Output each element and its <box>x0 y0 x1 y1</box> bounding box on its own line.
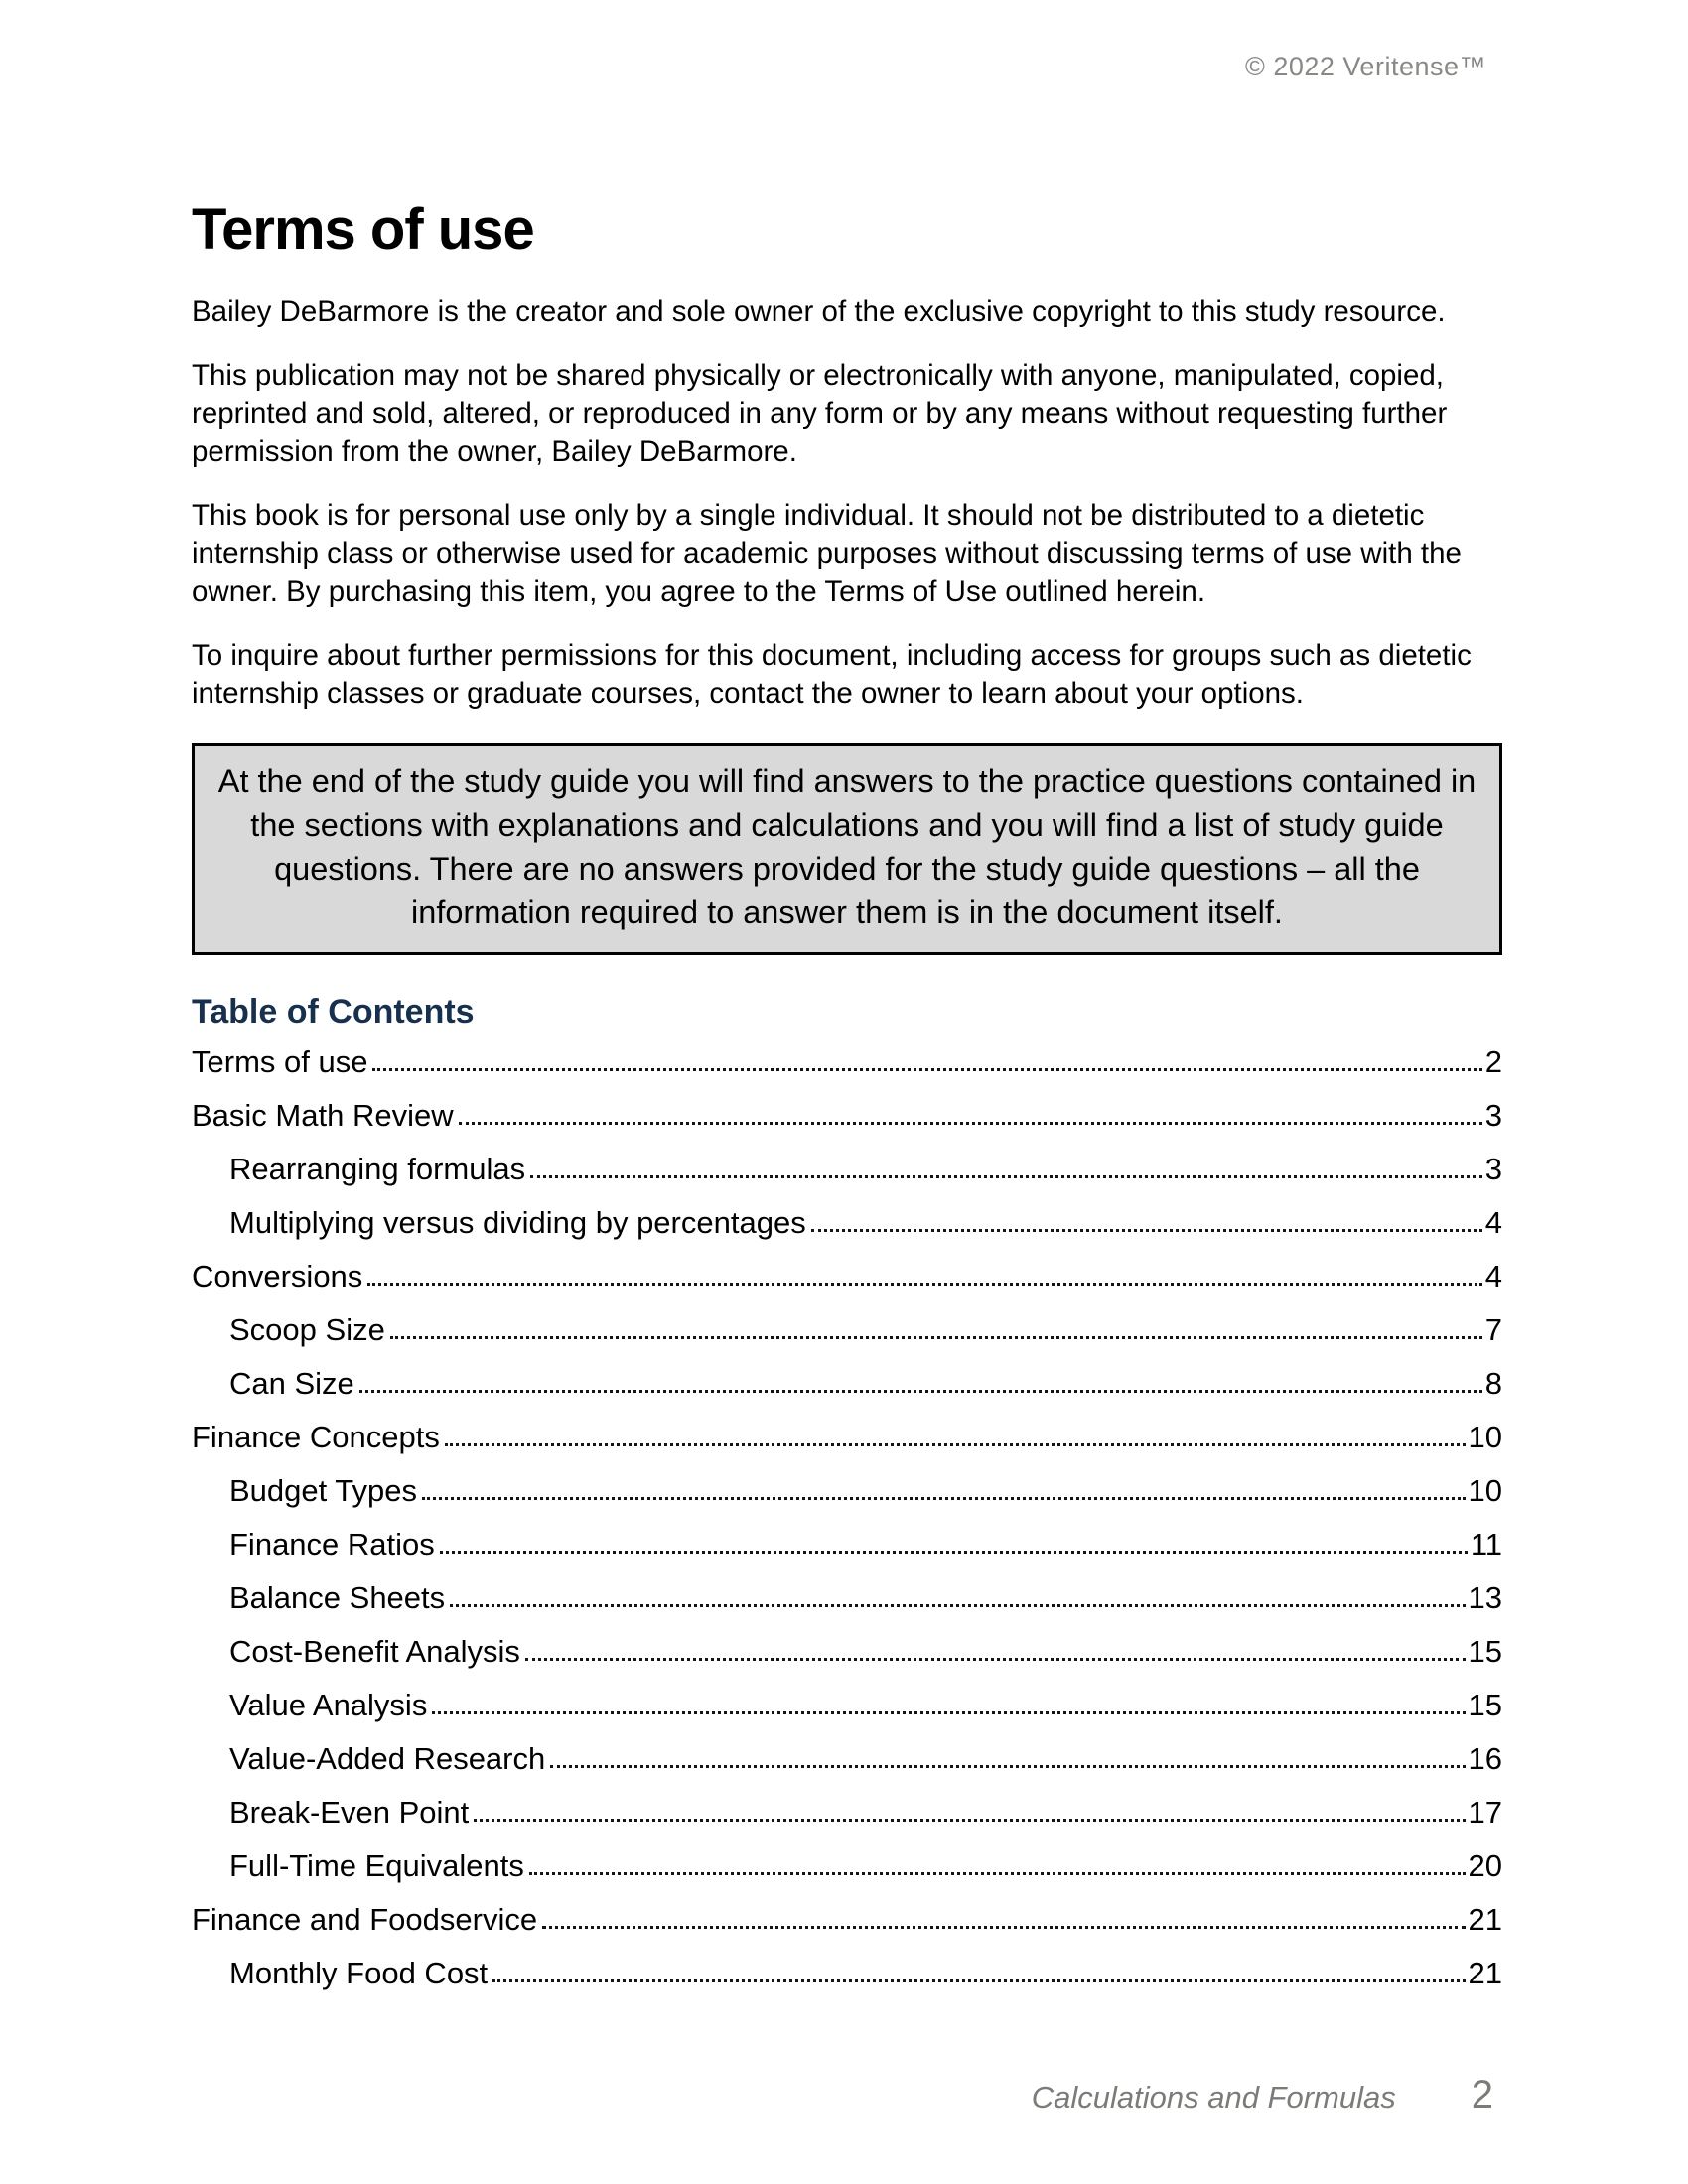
toc-entry-label: Multiplying versus dividing by percentages <box>229 1205 806 1240</box>
dot-leader <box>367 1283 1481 1286</box>
toc-entry-rearranging-formulas[interactable] <box>192 1153 1502 1185</box>
toc-entry-label: Value Analysis <box>229 1688 428 1722</box>
toc-entry-label: Finance Concepts <box>192 1420 440 1454</box>
toc-page-number: 4 <box>1484 1259 1502 1294</box>
footer-page-number: 2 <box>1471 2073 1493 2116</box>
dot-leader <box>530 1175 1482 1178</box>
toc-page-number: 13 <box>1468 1580 1502 1615</box>
toc-entry-label: Finance Ratios <box>229 1527 435 1562</box>
toc-entry-monthly-food-cost[interactable] <box>192 1957 1502 1989</box>
toc-entry-terms-of-use[interactable] <box>192 1045 1502 1078</box>
toc-page-number: 10 <box>1468 1473 1502 1508</box>
copyright-notice: © 2022 Veritense™ <box>1244 52 1486 81</box>
toc-page-number: 21 <box>1468 1956 1502 1990</box>
dot-leader <box>440 1551 1468 1554</box>
toc-entry-label: Terms of use <box>192 1044 368 1079</box>
toc-entry-label: Full-Time Equivalents <box>229 1848 524 1883</box>
page-footer <box>1032 2073 1493 2117</box>
toc-page-number: 15 <box>1468 1634 1502 1669</box>
toc-entry-conversions[interactable] <box>192 1260 1502 1293</box>
toc-page-number: 16 <box>1468 1741 1502 1776</box>
dot-leader <box>811 1229 1482 1232</box>
toc-entry-label: Budget Types <box>229 1473 418 1508</box>
toc-entry-balance-sheets[interactable] <box>192 1581 1502 1614</box>
toc-page-number: 7 <box>1484 1312 1502 1347</box>
toc-entry-value-analysis[interactable] <box>192 1689 1502 1721</box>
toc-entry-finance-ratios[interactable] <box>192 1528 1502 1561</box>
toc-entry-budget-types[interactable] <box>192 1474 1502 1507</box>
dot-leader <box>422 1497 1466 1500</box>
toc-page-number: 21 <box>1468 1902 1502 1937</box>
toc-entry-full-time-equivalents[interactable] <box>192 1849 1502 1882</box>
toc-entry-label: Basic Math Review <box>192 1098 454 1133</box>
toc-page-number: 3 <box>1484 1152 1502 1186</box>
dot-leader <box>550 1765 1465 1768</box>
toc-entry-label: Cost-Benefit Analysis <box>229 1634 520 1669</box>
toc-entry-label: Scoop Size <box>229 1312 385 1347</box>
table-of-contents <box>192 1045 1502 1989</box>
toc-entry-finance-and-foodservice[interactable] <box>192 1903 1502 1936</box>
page-content <box>192 0 1502 2010</box>
footer-document-title: Calculations and Formulas <box>1031 2080 1396 2115</box>
toc-entry-label: Can Size <box>229 1366 354 1401</box>
toc-page-number: 2 <box>1484 1044 1502 1079</box>
toc-entry-label: Conversions <box>192 1259 363 1294</box>
toc-entry-label: Break-Even Point <box>229 1795 470 1830</box>
paragraph-ownership: Bailey DeBarmore is the creator and sole owner of the exclusive copyright to this study resource. <box>192 295 1446 328</box>
dot-leader <box>525 1658 1466 1661</box>
toc-entry-label: Rearranging formulas <box>229 1152 526 1186</box>
toc-entry-finance-concepts[interactable] <box>192 1421 1502 1453</box>
dot-leader <box>450 1604 1465 1607</box>
dot-leader <box>390 1336 1482 1339</box>
toc-page-number: 4 <box>1484 1205 1502 1240</box>
toc-page-number: 17 <box>1468 1795 1502 1830</box>
toc-page-number: 15 <box>1468 1688 1502 1722</box>
toc-heading: Table of Contents <box>192 993 475 1030</box>
page-title: Terms of use <box>192 198 534 262</box>
toc-entry-label: Value-Added Research <box>229 1741 546 1776</box>
toc-entry-label: Balance Sheets <box>229 1580 446 1615</box>
paragraph-permissions: To inquire about further permissions for this document, including access for groups such as dietetic internship classes or graduate courses, contact the owner to learn about your options. <box>192 639 1472 710</box>
toc-entry-multiplying-percentages[interactable] <box>192 1206 1502 1239</box>
dot-leader <box>432 1711 1465 1714</box>
dot-leader <box>372 1068 1481 1071</box>
toc-page-number: 11 <box>1470 1527 1502 1562</box>
dot-leader <box>359 1390 1482 1393</box>
answers-notice-box: At the end of the study guide you will find answers to the practice questions contained in the sections with explanations and calculations and you will find a list of study guide questions. There are no answers provided for the study guide questions – all the information required to answer them is in the document itself. <box>192 743 1502 955</box>
toc-page-number: 20 <box>1468 1848 1502 1883</box>
toc-page-number: 10 <box>1468 1420 1502 1454</box>
toc-entry-cost-benefit-analysis[interactable] <box>192 1635 1502 1668</box>
toc-entry-label: Finance and Foodservice <box>192 1902 538 1937</box>
toc-entry-break-even-point[interactable] <box>192 1796 1502 1829</box>
toc-entry-label: Monthly Food Cost <box>229 1956 489 1990</box>
paragraph-personal-use: This book is for personal use only by a single individual. It should not be distributed to a dietetic internship class or otherwise used for academic purposes without discussing terms of use with the owner. By purchasing this item, you agree to the Terms of Use outlined herein. <box>192 499 1462 608</box>
toc-entry-basic-math-review[interactable] <box>192 1099 1502 1132</box>
toc-page-number: 3 <box>1484 1098 1502 1133</box>
toc-entry-scoop-size[interactable] <box>192 1313 1502 1346</box>
toc-entry-value-added-research[interactable] <box>192 1742 1502 1775</box>
toc-entry-can-size[interactable] <box>192 1367 1502 1400</box>
dot-leader <box>445 1443 1466 1446</box>
dot-leader <box>459 1122 1482 1125</box>
toc-page-number: 8 <box>1484 1366 1502 1401</box>
paragraph-no-sharing: This publication may not be shared physically or electronically with anyone, manipulated, copied, reprinted and sold, altered, or reproduced in any form or by any means without requesting further permission from the owner, Bailey DeBarmore. <box>192 359 1448 468</box>
dot-leader <box>542 1926 1465 1929</box>
dot-leader <box>529 1872 1466 1875</box>
dot-leader <box>492 1979 1465 1982</box>
dot-leader <box>474 1819 1465 1822</box>
